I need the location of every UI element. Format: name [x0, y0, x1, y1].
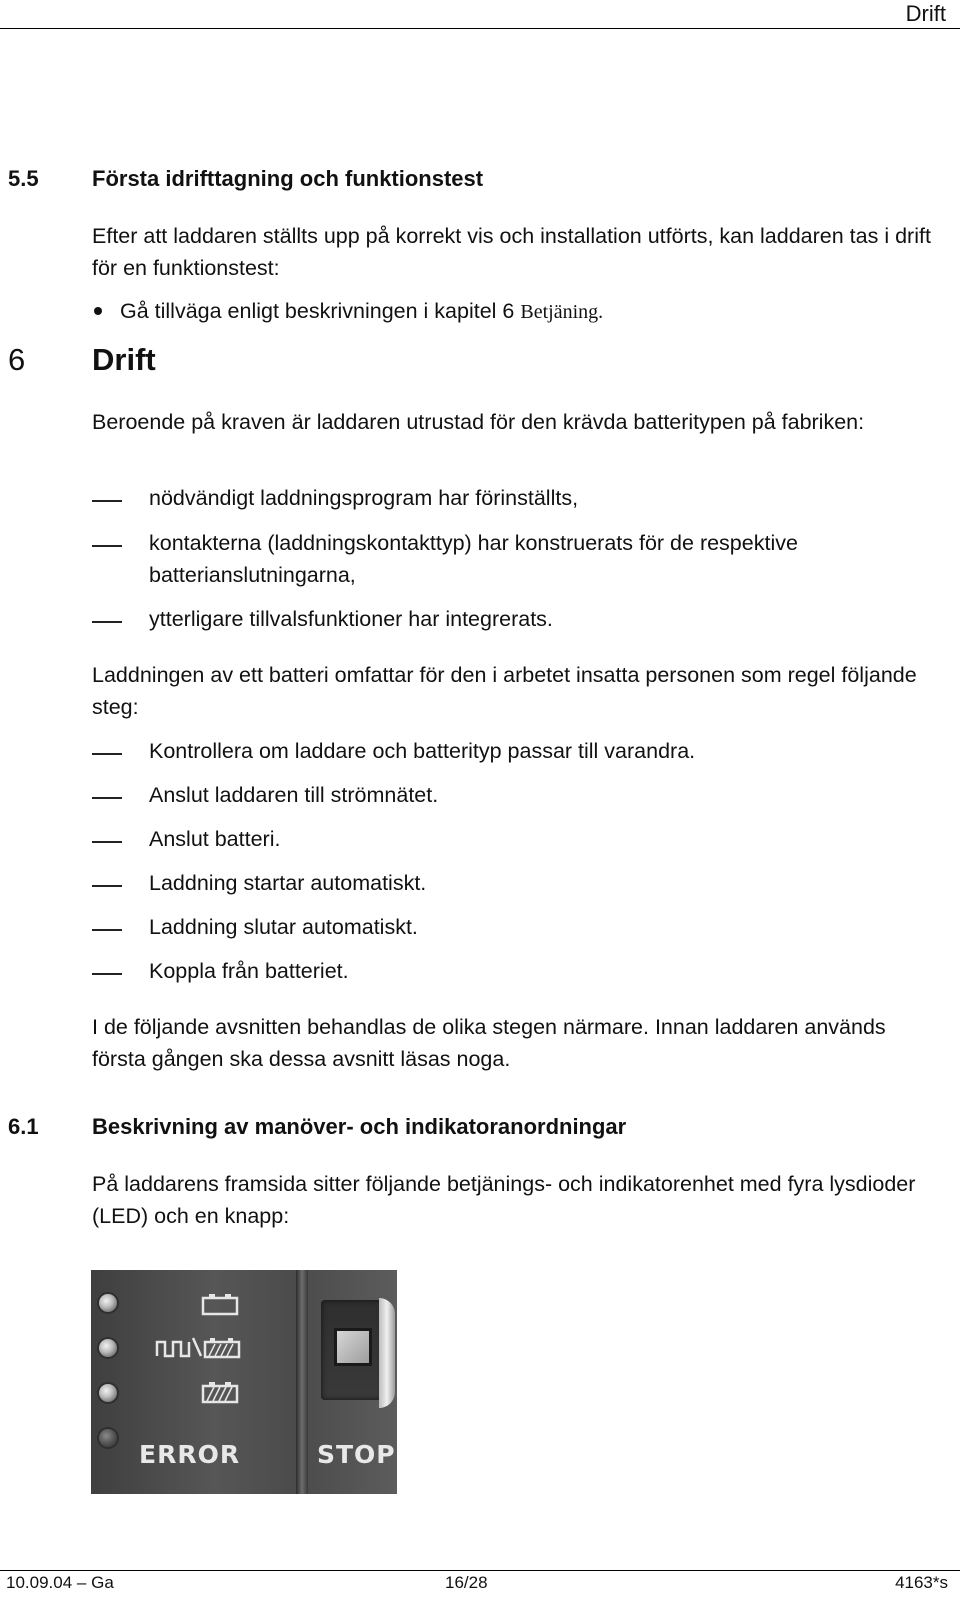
panel-divider	[296, 1270, 308, 1494]
led-2	[99, 1339, 117, 1357]
list-item	[92, 527, 942, 591]
footer-dash: –	[76, 1573, 87, 1592]
footer-page-number: 16/28	[445, 1573, 488, 1592]
section-number: 6.1	[8, 1114, 39, 1139]
step-text: Laddning slutar automatiskt.	[149, 915, 418, 939]
charging-waveform-icon	[155, 1334, 245, 1360]
section-title: Beskrivning av manöver- och indikatoranordningar	[92, 1114, 627, 1139]
step-text: Koppla från batteriet.	[149, 959, 349, 983]
list-item-text: nödvändigt laddningsprogram har förinställts,	[149, 486, 579, 510]
chapter-6-intro: Beroende på kraven är laddaren utrustad för den krävda batteritypen på fabriken:	[92, 410, 865, 434]
steps-intro: Laddningen av ett batteri omfattar för den i arbetet insatta personen som regel följande steg:	[92, 663, 917, 719]
chapter-number: 6	[8, 342, 26, 377]
running-header-title: Drift	[905, 1, 946, 26]
chapter-6-closing: I de följande avsnitten behandlas de olika stegen närmare. Innan laddaren används första gången ska dessa avsnitt läsas noga.	[92, 1015, 886, 1071]
stop-button[interactable]	[334, 1328, 372, 1366]
step-text: Laddning startar automatiskt.	[149, 871, 427, 895]
battery-full-icon	[201, 1378, 241, 1404]
section-title: Första idrifttagning och funktionstest	[92, 166, 484, 191]
step-item	[92, 911, 942, 943]
section-number: 5.5	[8, 166, 39, 191]
step-text: Kontrollera om laddare och batterityp passar till varandra.	[149, 739, 696, 763]
section-5-5-intro: Efter att laddaren ställts upp på korrekt vis och installation utförts, kan laddaren tas i drift för en funktionstest:	[92, 224, 931, 280]
step-item	[92, 779, 942, 811]
bullet-icon	[94, 307, 102, 315]
step-text: Anslut batteri.	[149, 827, 281, 851]
error-label: ERROR	[139, 1440, 241, 1469]
footer-doc-id: 4163*s	[895, 1573, 948, 1592]
footer-date: 10.09.04	[6, 1573, 73, 1592]
step-item	[92, 735, 942, 767]
led-3	[99, 1384, 117, 1402]
battery-empty-icon	[201, 1292, 241, 1316]
stop-label: STOP	[317, 1440, 396, 1469]
footer-rule	[0, 1570, 960, 1571]
list-item-text: ytterligare tillvalsfunktioner har integrerats.	[149, 607, 553, 631]
footer-date-author	[6, 1573, 114, 1593]
header-rule	[0, 28, 960, 29]
chapter-6-heading	[8, 342, 156, 378]
section-6-1-intro: På laddarens framsida sitter följande betjänings- och indikatorenhet med fyra lysdioder (LED) och en knapp:	[92, 1172, 916, 1228]
chapter-reference: Betjäning.	[520, 301, 604, 323]
led-error	[99, 1429, 117, 1447]
control-panel-photo	[91, 1270, 397, 1494]
list-item	[92, 603, 942, 635]
footer-author: Ga	[91, 1573, 114, 1592]
led-1	[99, 1294, 117, 1312]
bullet-item	[92, 295, 942, 328]
panel-edge	[379, 1298, 395, 1408]
step-item	[92, 823, 942, 855]
list-item	[92, 482, 942, 514]
bullet-text: Gå tillväga enligt beskrivningen i kapitel 6	[120, 299, 521, 323]
step-text: Anslut laddaren till strömnätet.	[149, 783, 439, 807]
chapter-title: Drift	[92, 342, 156, 377]
step-item	[92, 867, 942, 899]
list-item-text: kontakterna (laddningskontakttyp) har konstruerats för de respektive batterianslutningarna,	[149, 531, 798, 587]
step-item	[92, 955, 942, 987]
